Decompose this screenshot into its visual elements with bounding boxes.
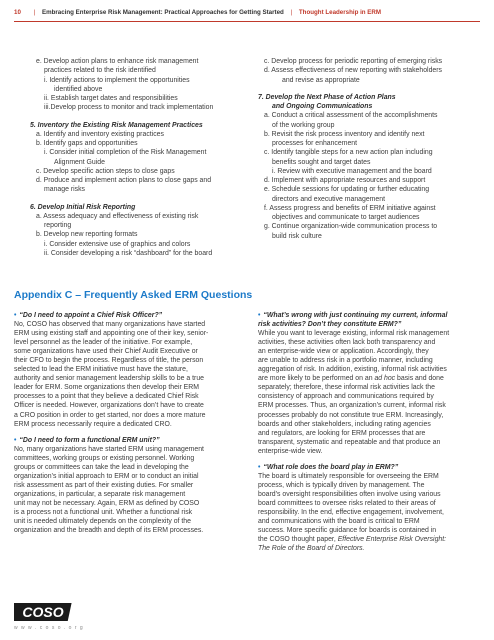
text-line: activities, these activities often lack both transparency and	[258, 339, 436, 347]
text-line: unit may not be necessary. Again, ERM as defined by COSO	[14, 499, 200, 507]
text-line: groups or committees can take the lead in developing the	[14, 463, 189, 471]
text-line: organization’s initial approach to ERM or to conduct an initial	[14, 472, 199, 480]
header-separator: |	[33, 9, 36, 16]
text-line: success. More specific guidance for boards is contained in	[258, 527, 437, 535]
text-line: leader for ERM. Some organizations then develop their ERM	[14, 384, 199, 392]
faq-question-cont: risk activities? Don’t they constitute ERM?”	[258, 321, 402, 329]
header-divider	[14, 21, 480, 22]
text-line: organizations, in particular, a separate risk management	[14, 490, 186, 498]
header-separator: |	[290, 9, 293, 16]
text-line: Officer is needed. However, organizations don’t have to create	[14, 402, 204, 410]
faq-answer	[14, 320, 244, 429]
text-line	[258, 85, 473, 93]
faq-left-column	[14, 311, 244, 535]
text-line: process, which is typically driven by management. The	[258, 481, 425, 489]
text-line: boards and other stakeholders, including rating agencies	[258, 420, 431, 428]
page-header	[14, 6, 484, 20]
faq-question: • “What role does the board play in ERM?”	[258, 463, 399, 471]
text-line: reporting	[44, 222, 72, 229]
appendix-heading: Appendix C – Frequently Asked ERM Questions	[14, 289, 253, 301]
text-line: are unable to address risk in a portfolio manner, including	[258, 357, 433, 365]
text-line: b. Revisit the risk process inventory and identify next	[264, 130, 425, 138]
faq-answer	[258, 383, 483, 455]
text-line: d. Assess effectiveness of new reporting with stakeholders	[264, 67, 442, 75]
text-line: g. Continue organization-wide communication process to	[264, 223, 438, 231]
text-line: c. Develop specific action steps to close gaps	[36, 167, 175, 175]
text-line: and revise as appropriate	[282, 76, 360, 84]
text-line: a. Assess adequacy and effectiveness of existing risk	[36, 212, 199, 220]
text-line: selected to lead the ERM initiative must have the stature,	[14, 366, 188, 374]
text-line: some organizations have used their Chief Audit Executive or	[14, 348, 198, 356]
text-line: aggregation of risk. In addition, existing, informal risk activities	[258, 366, 447, 374]
text-line: i. Review with executive management and the board	[272, 167, 432, 175]
text-line: their CFO to begin the process. Regardless of title, the person	[14, 357, 204, 365]
faq-question: • “Do I need to form a functional ERM unit?”	[14, 436, 160, 444]
faq-answer	[14, 445, 244, 535]
faq-answer	[258, 329, 483, 374]
text-line: c. Develop process for periodic reporting of emerging risks	[264, 58, 443, 65]
text-line: enterprise-wide view.	[258, 447, 323, 455]
text-line: objectives and communicate to target audiences	[272, 214, 420, 221]
text-line: transparent, systematic and repeatable and that produce an	[258, 438, 441, 446]
faq-question: • “Do I need to appoint a Chief Risk Officer?”	[14, 312, 163, 319]
text-line: While you want to leverage existing, informal risk management	[258, 330, 450, 338]
text-line: Alignment Guide	[54, 158, 105, 166]
text-line: unit is needed ultimately depends on the complexity of the	[14, 518, 191, 526]
text-line: i. Identify actions to implement the opportunities	[44, 76, 190, 84]
text-line: level personnel as the leader of the initiative. For example,	[14, 339, 193, 347]
text-line: board’s oversight responsibilities often involve using various	[258, 490, 441, 498]
bullet-icon: •	[258, 312, 261, 319]
faq-question: • “What’s wrong with just continuing my current, informal	[258, 312, 448, 319]
text-line: ERM using existing staff and appointing one of their key, senior-	[14, 330, 209, 338]
text-line: board committees to oversee risks related to their areas of	[258, 499, 436, 507]
faq-answer-line: the COSO thought paper, Effective Enterprise Risk Oversight:	[258, 536, 447, 544]
faq-answer	[258, 472, 483, 535]
section-heading: 5. Inventory the Existing Risk Management Practices	[30, 121, 203, 129]
text-line: and communications with the board is critical to ERM	[258, 518, 420, 526]
text-line: benefits sought and target dates	[272, 158, 371, 166]
text-line: manage risks	[44, 186, 85, 194]
text-line: a CRO position in order to get started, nor does a more mature	[14, 411, 206, 419]
section-title: Thought Leadership in ERM	[298, 9, 382, 16]
text-line: committees, working groups or existing personnel. Working	[14, 454, 195, 462]
coso-logo	[14, 601, 72, 623]
svg-text:COSO: COSO	[22, 604, 64, 620]
text-line	[30, 195, 235, 203]
section-heading: and Ongoing Communications	[272, 103, 373, 110]
text-line: consistency of approach and communications required by	[258, 393, 434, 401]
text-line: ERM processes. Thus, an organization’s current, informal risk	[258, 402, 446, 410]
section-heading: 7. Develop the Next Phase of Action Plans	[258, 93, 396, 101]
text-line: responsibility. In the end, effective engagement, involvement,	[258, 508, 444, 516]
text-line: ERM process necessarily require a dedicated CRO.	[14, 420, 172, 428]
logo-url: w w w . c o s o . o r g	[14, 625, 84, 631]
text-line: authority and senior management leadership skills to be a true	[14, 375, 204, 383]
text-line: organization and the breadth and depth of its ERM processes.	[14, 527, 204, 535]
text-line: f. Assess progress and benefits of ERM initiative against	[264, 204, 436, 212]
text-line: ii. Establish target dates and responsibilities	[44, 95, 178, 102]
text-line: an enterprise-wide view or application. Accordingly, they	[258, 348, 429, 356]
faq-answer-line: The Role of the Board of Directors.	[258, 545, 365, 553]
text-line: a. Identify and inventory existing practices	[36, 130, 164, 138]
text-line: No, COSO has observed that many organizations have started	[14, 321, 206, 329]
text-line: c. Identify tangible steps for a new action plan including	[264, 149, 433, 157]
top-left-column	[30, 57, 235, 258]
text-line: is a process not a functional unit. Whether a functional risk	[14, 508, 193, 516]
text-line	[30, 113, 235, 121]
faq-right-column	[258, 311, 483, 553]
text-line: build risk culture	[272, 232, 322, 240]
text-line: processes probably do not constitute true ERM. Increasingly,	[258, 411, 444, 419]
faq-answer-line: are more likely to be performed on an ad hoc basis and done	[258, 375, 444, 383]
text-line: iii.Develop process to monitor and track implementation	[44, 104, 214, 112]
text-line: risk assessment as part of their existing duties. For smaller	[14, 481, 194, 489]
text-line: of the working group	[272, 121, 335, 129]
bullet-icon: •	[14, 312, 17, 319]
top-right-column	[258, 57, 473, 241]
text-line: The board is ultimately responsible for overseeing the ERM	[258, 472, 439, 480]
text-line: and regulators, are looking for ERM processes that are	[258, 429, 426, 437]
text-line: separately; therefore, these informal risk activities lack the	[258, 384, 435, 392]
text-line: No, many organizations have started ERM using management	[14, 445, 204, 453]
text-line: e. Schedule sessions for updating or further educating	[264, 186, 430, 194]
text-line: processes for enhancement	[272, 140, 358, 147]
section-heading: 6. Develop Initial Risk Reporting	[30, 203, 136, 211]
text-line: i. Consider extensive use of graphics and colors	[44, 240, 191, 248]
page-number: 10	[14, 9, 21, 16]
text-line: a. Conduct a critical assessment of the accomplishments	[264, 112, 438, 120]
text-line: d. Implement with appropriate resources and support	[264, 177, 426, 184]
text-line: processes to a point that they believe a dedicated Chief Risk	[14, 393, 199, 401]
text-line: identified above	[54, 85, 103, 93]
text-line: i. Consider initial completion of the Risk Management	[44, 149, 207, 157]
text-line: directors and executive management	[272, 195, 385, 203]
bullet-icon: •	[14, 436, 17, 444]
text-line: b. Develop new reporting formats	[36, 231, 138, 239]
text-line: ii. Consider developing a risk “dashboard” for the board	[44, 249, 213, 257]
document-title: Embracing Enterprise Risk Management: Practical Approaches for Getting Started	[41, 9, 284, 16]
text-line: d. Produce and implement action plans to close gaps and	[36, 177, 212, 184]
text-line: practices related to the risk identified	[44, 67, 156, 75]
text-line: e. Develop action plans to enhance risk management	[36, 58, 199, 65]
text-line: b. Identify gaps and opportunities	[36, 140, 138, 147]
bullet-icon: •	[258, 463, 261, 471]
